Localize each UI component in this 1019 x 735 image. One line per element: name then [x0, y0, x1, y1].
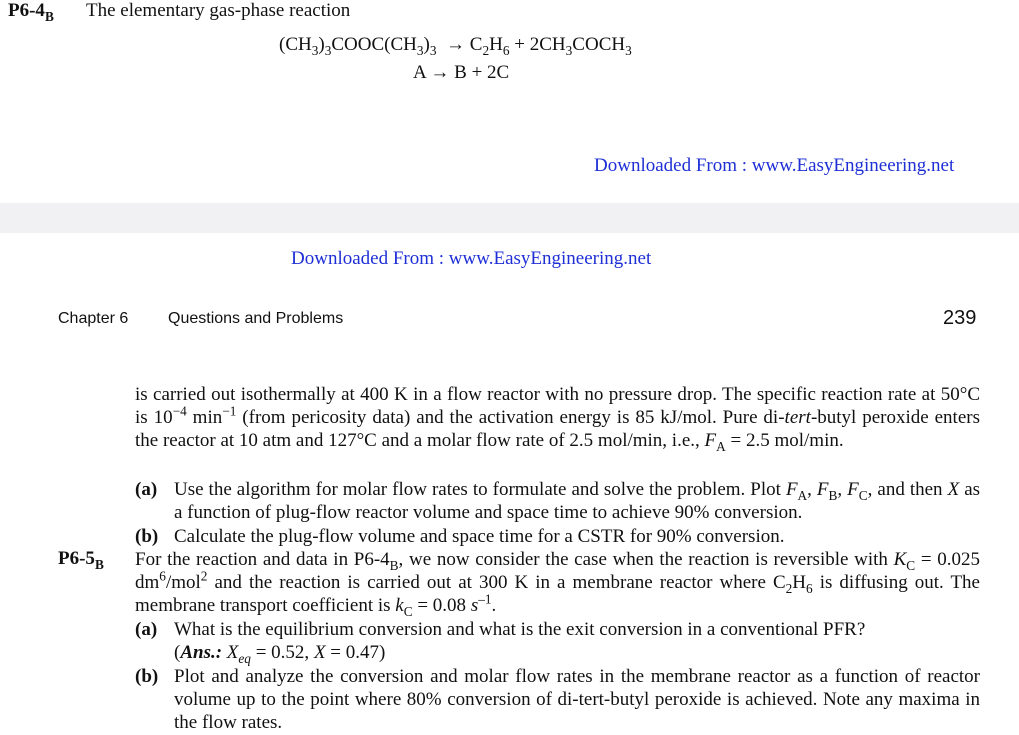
p6-4-part-b: (b) Calculate the plug-flow volume and space time for a CSTR for 90% conversion. — [135, 526, 785, 547]
p6-4-part-a: (a) Use the algorithm for molar flow rates to formulate and solve the problem. Plot $F_A$, $F_B$, $F_C$, and then X as a function of plug-flow reactor volume and space time to achieve 90% conversion. — [135, 479, 981, 524]
reaction-equation-symbolic: A → B + 2C — [413, 62, 510, 83]
problem-continuation: is carried out isothermally at 400 K in a flow reactor with no pressure drop. The specific reaction rate at 50°C is $10^{-4}$ $\min^{-1}$ (from pericosity data) and the activation energy is 85 kJ/mol. Pure di-tert-butyl peroxide enters the reactor at 10 atm and 127°C and a molar flow rate of 2.5 mol/min, i.e., $F_A = 2.5$ mol/min. — [135, 384, 980, 455]
download-link-top[interactable]: Downloaded From : www.EasyEngineering.net — [291, 248, 652, 269]
page-separator — [0, 203, 1019, 233]
download-link-bottom[interactable]: Downloaded From : www.EasyEngineering.net — [594, 155, 955, 176]
section-title: Questions and Problems — [168, 310, 344, 327]
chapter-label: Chapter 6 — [58, 310, 129, 327]
p6-5-part-b: (b) Plot and analyze the conversion and molar flow rates in the membrane reactor as a function of reactor volume up to the point where 80% conversion of di-tert-butyl peroxide is achieved. Note any maxima in the flow rates. — [135, 666, 980, 734]
p6-5-part-a: (a) What is the equilibrium conversion and what is the exit conversion in a conventional PFR? (Ans.: $X_{eq} = 0.52$, X = 0.47) — [135, 619, 866, 666]
problem-label-p6-5: $P6-5_B$ — [58, 548, 104, 572]
reaction-equation-chemical: $(CH_3)_3COOC(CH_3)_3 \to C_2H_6$ + $2CH_3COCH_3$ — [279, 34, 632, 58]
problem-label-p6-4: $P6-4_B$ — [8, 0, 54, 24]
p6-5-statement: For the reaction and data in $P6-4_B$, we now consider the case when the reaction is reversible with $K_C = 0.025$ $dm^6/mol^2$ and the reaction is carried out at 300 K in a membrane reactor where $C_2H_6$ is diffusing out. The membrane transport coefficient is $k_C = 0.08$ $s^{-1}$. — [135, 549, 980, 620]
problem-intro: The elementary gas-phase reaction — [86, 0, 351, 21]
page-number: 239 — [943, 307, 977, 329]
